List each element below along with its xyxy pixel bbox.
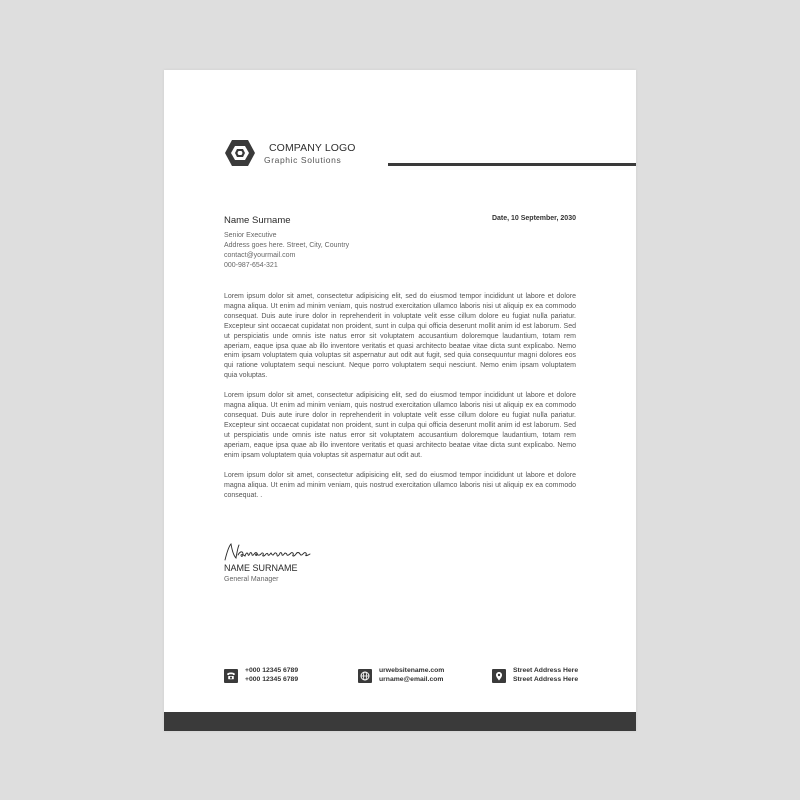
globe-icon — [358, 669, 372, 683]
sender-details — [224, 231, 349, 271]
sender-address: Address goes here. Street, City, Country — [224, 242, 350, 249]
hexagon-logo-icon — [224, 138, 256, 168]
header-divider — [388, 163, 636, 166]
signer-title: General Manager — [224, 576, 279, 583]
phone-line-1: +000 12345 6789 — [245, 667, 299, 674]
contact-address — [492, 666, 582, 686]
letter-body — [224, 292, 576, 511]
letter-date: Date, 10 September, 2030 — [491, 215, 576, 222]
handwritten-signature — [222, 540, 332, 564]
street-address-line-1: Street Address Here — [513, 667, 579, 674]
phone-line-2: +000 12345 6789 — [245, 676, 299, 683]
footer-bar — [164, 712, 636, 731]
location-pin-icon — [492, 669, 506, 683]
signer-name: NAME SURNAME — [224, 563, 298, 573]
body-paragraph: Lorem ipsum dolor sit amet, consectetur adipisicing elit, sed do eiusmod tempor incididunt ut labore et dolore magna aliqua. Ut enim ad minim veniam, quis nostrud exercitation ullamco laboris nisi ut aliquip ex ea commodo consequat. Duis aute irure dolor in reprehenderit in voluptate velit esse cillum dolore eu fugiat nulla pariatur. Excepteur sint occaecat cupidatat non proident, sunt in culpa qui officia deserunt mollit anim id est laborum. Sed ut perspiciatis unde omnis iste natus error sit voluptatem accusantium doloremque laudantium, totam rem aperiam, eaque ipsa quae ab illo inventore veritatis et quasi architecto beatae vitae dicta sunt explicabo. Nemo enim ipsam voluptatem quia voluptas sit aspernatur aut odit aut fugit, sed quia consequuntur magni dolores eos qui ratione voluptatem sequi nesciunt. Neque porro voluptatem sequi nesciunt. Nemo enim ipsam voluptatem quia voluptas. — [224, 293, 576, 380]
sender-title: Senior Executive — [224, 232, 277, 239]
email-text[interactable]: urname@email.com — [379, 676, 444, 683]
company-logo-title: COMPANY LOGO — [269, 142, 356, 154]
body-paragraph: Lorem ipsum dolor sit amet, consectetur adipisicing elit, sed do eiusmod tempor incididunt ut labore et dolore magna aliqua. Ut enim ad minim veniam, quis nostrud exercitation ullamco laboris nisi ut aliquip ex ea commodo consequat. Duis aute irure dolor in reprehenderit in voluptate velit esse cillum dolore eu fugiat nulla pariatur. Excepteur sint occaecat cupidatat non proident, sunt in culpa qui officia deserunt mollit anim id est laborum. Sed ut perspiciatis unde omnis iste natus error sit voluptatem accusantium doloremque laudantium, totam rem aperiam, eaque ipsa quae ab illo inventore veritatis et quasi architecto beatae vitae dicta sunt explicabo. Nemo enim ipsam voluptatem quia voluptas sit aspernatur aut odit aut. — [224, 392, 576, 459]
website-text[interactable]: urwebsitename.com — [379, 667, 445, 674]
contact-phone — [224, 666, 324, 686]
body-paragraph: Lorem ipsum dolor sit amet, consectetur adipisicing elit, sed do eiusmod tempor incididunt ut labore et dolore magna aliqua. Ut enim ad minim veniam, quis nostrud exercitation ullamco laboris nisi ut aliquip ex ea commodo consequat. . — [224, 472, 576, 499]
letterhead-page — [164, 70, 636, 731]
company-logo-subtitle: Graphic Solutions — [264, 155, 342, 165]
sender-email: contact@yourmail.com — [224, 252, 296, 259]
sender-name: Name Surname — [224, 215, 291, 226]
contact-web — [358, 666, 458, 686]
street-address-line-2: Street Address Here — [513, 676, 579, 683]
sender-phone: 000-987-654-321 — [224, 262, 278, 269]
phone-icon — [224, 669, 238, 683]
